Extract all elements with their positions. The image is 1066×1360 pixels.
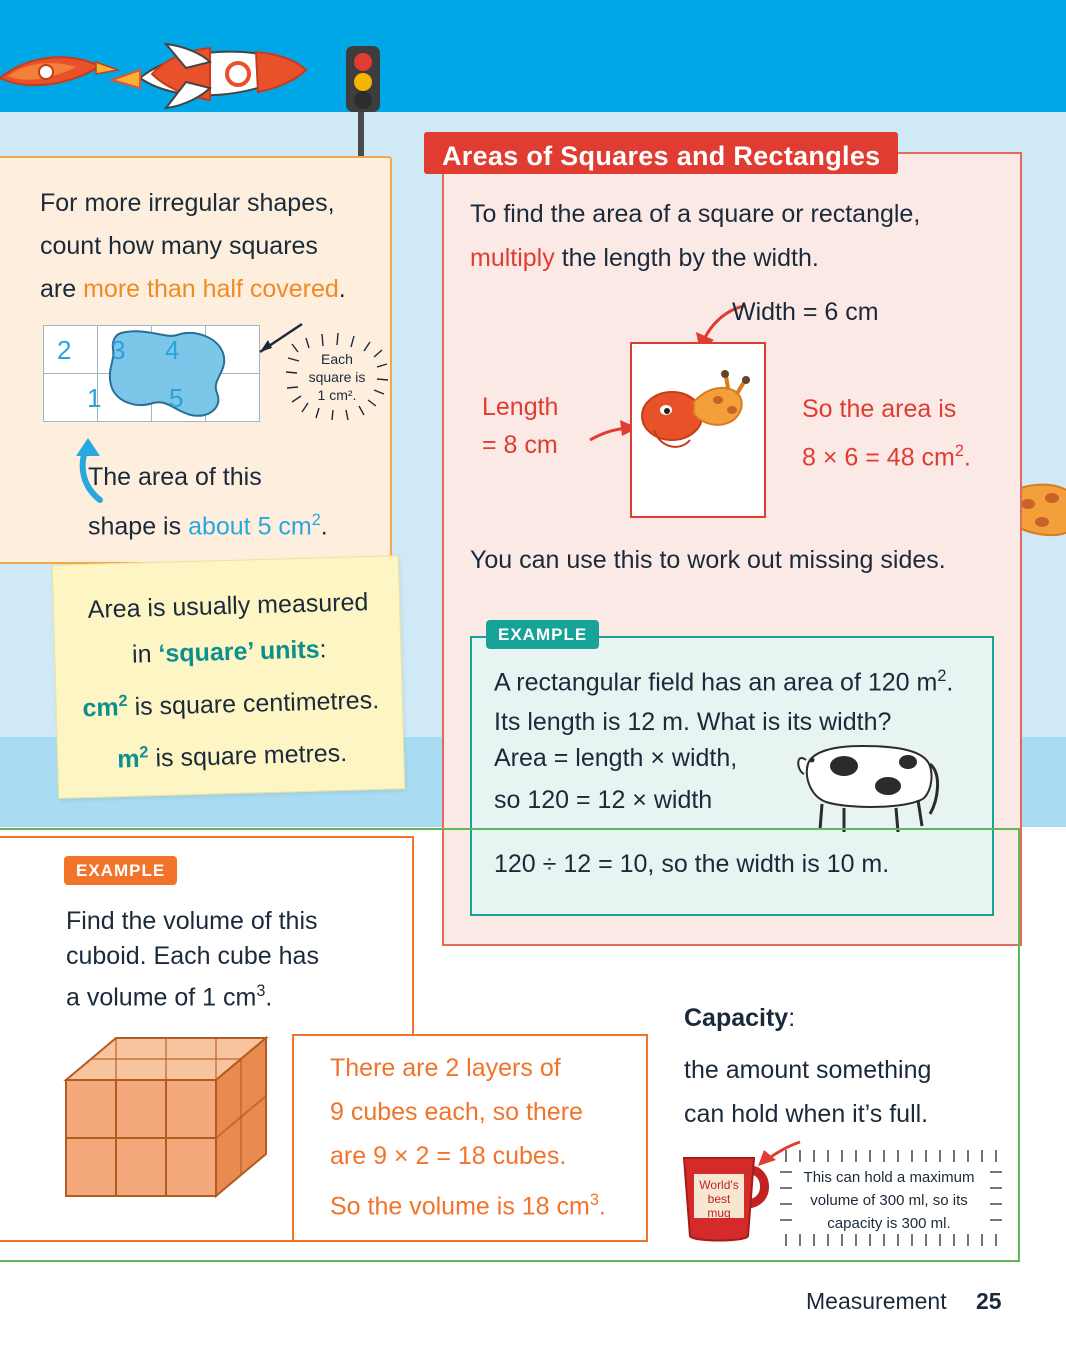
callout-line-3: 1 cm². — [317, 387, 357, 403]
length-line-1: Length — [482, 393, 559, 421]
rocket-large-icon — [106, 34, 316, 124]
irregular-shapes-panel — [0, 156, 392, 564]
note-line-2-prefix: in — [131, 639, 159, 669]
footer-page-number: 25 — [976, 1288, 1002, 1314]
square-units-note — [52, 555, 405, 799]
volume-answer-3: are 9 × 2 = 18 cubes. — [330, 1142, 567, 1170]
each-square-callout — [288, 338, 386, 428]
volume-answer-2: 9 cubes each, so there — [330, 1098, 583, 1126]
mug-capacity-callout — [780, 1152, 998, 1244]
example-question-line-1: A rectangular field has an area of 120 m — [494, 668, 938, 697]
capacity-line-2: can hold when it’s full. — [684, 1100, 929, 1128]
footer-section-label: Measurement — [806, 1288, 947, 1314]
volume-line-1: Find the volume of this — [66, 907, 318, 935]
note-line-2-bold: ‘square’ units — [158, 635, 320, 668]
note-line-2-suffix: : — [319, 635, 327, 664]
volume-line-3: a volume of 1 cm — [66, 983, 257, 1012]
shape-area-text — [88, 456, 368, 548]
note-line-1: Area is usually measured — [87, 588, 369, 624]
areas-intro-highlight: multiply — [470, 244, 555, 272]
area-result-line-1: So the area is — [802, 395, 957, 423]
note-m-rest: is square metres. — [148, 739, 348, 773]
area-result-end: . — [963, 443, 971, 472]
areas-intro-rest: the length by the width. — [554, 244, 819, 272]
area-result-text — [802, 388, 971, 478]
volume-answer-4-sup: 3 — [589, 1191, 599, 1209]
capacity-description — [684, 1048, 1004, 1136]
note-m-bold: m — [116, 745, 140, 774]
grid-number-1: 1 — [87, 383, 102, 413]
length-line-2: = 8 cm — [482, 431, 558, 459]
irregular-intro-text — [40, 182, 370, 311]
area-highlight: about 5 cm — [188, 512, 312, 541]
length-label — [482, 388, 558, 464]
capacity-title-colon: : — [788, 1004, 796, 1032]
mug-callout-line-3: capacity is 300 ml. — [827, 1215, 951, 1232]
grid-number-3: 3 — [111, 335, 126, 365]
cow-icon — [792, 730, 952, 840]
intro-line-3-suffix: . — [338, 275, 346, 303]
capacity-title — [684, 1004, 795, 1033]
svg-text:best: best — [707, 1192, 731, 1206]
example-working-3: 120 ÷ 12 = 10, so the width is 10 m. — [494, 850, 890, 878]
intro-highlight: more than half covered — [83, 275, 339, 303]
volume-line-2: cuboid. Each cube has — [66, 942, 319, 970]
callout-line-2: square is — [308, 369, 366, 385]
intro-line-1: For more irregular shapes, — [40, 189, 335, 217]
mug-callout-line-2: volume of 300 ml, so its — [810, 1192, 968, 1209]
example-question-end: . — [946, 668, 954, 697]
callout-line-1: Each — [321, 351, 353, 367]
areas-intro-line-1: To find the area of a square or rectangle, — [470, 200, 921, 228]
giraffe-icon — [632, 344, 760, 512]
mug-callout-line-1: This can hold a maximum — [803, 1169, 975, 1186]
note-cm-rest: is square centimetres. — [127, 686, 380, 722]
example-question-line-2: Its length is 12 m. What is its width? — [494, 708, 892, 737]
intro-line-3-prefix: are — [40, 275, 84, 303]
areas-missing-sides-text: You can use this to work out missing sides. — [470, 546, 946, 574]
areas-panel-title: Areas of Squares and Rectangles — [424, 132, 898, 174]
example-question-sup: 2 — [937, 667, 947, 685]
volume-answer-4: So the volume is 18 cm — [330, 1192, 590, 1221]
rocket-small-icon — [0, 40, 120, 110]
area-highlight-sup: 2 — [311, 511, 321, 529]
grid-number-5: 5 — [169, 383, 184, 413]
example-tag-orange: EXAMPLE — [64, 856, 177, 885]
volume-line-3-end: . — [265, 983, 273, 1012]
example-working-2: so 120 = 12 × width — [494, 786, 713, 814]
example-tag-teal: EXAMPLE — [486, 620, 599, 649]
note-cm-bold: cm — [82, 693, 119, 723]
volume-answer-4-end: . — [598, 1192, 606, 1221]
svg-text:World's: World's — [699, 1178, 739, 1192]
note-cm-sup: 2 — [118, 691, 128, 711]
capacity-title-text: Capacity — [684, 1004, 789, 1032]
note-m-sup: 2 — [139, 743, 149, 762]
capacity-line-1: the amount something — [684, 1056, 932, 1084]
counting-grid — [43, 325, 261, 423]
volume-line-3-sup: 3 — [256, 982, 266, 1000]
square-units-note-text — [71, 579, 388, 784]
grid-number-4: 4 — [165, 335, 180, 365]
area-result-sup: 2 — [954, 442, 964, 460]
areas-intro-text — [470, 192, 990, 280]
intro-line-2: count how many squares — [40, 232, 318, 260]
example-working-1: Area = length × width, — [494, 744, 738, 772]
giraffe-rectangle — [630, 342, 766, 518]
area-line-1: The area of this — [88, 463, 262, 491]
area-result-line-2: 8 × 6 = 48 cm — [802, 443, 955, 472]
volume-answer-1: There are 2 layers of — [330, 1054, 561, 1082]
area-line-2-prefix: shape is — [88, 512, 189, 541]
area-line-2-suffix: . — [320, 512, 328, 541]
grid-number-2: 2 — [57, 335, 72, 365]
traffic-light-icon — [340, 40, 400, 170]
svg-text:mug: mug — [707, 1206, 731, 1220]
width-label: Width = 6 cm — [732, 298, 879, 326]
